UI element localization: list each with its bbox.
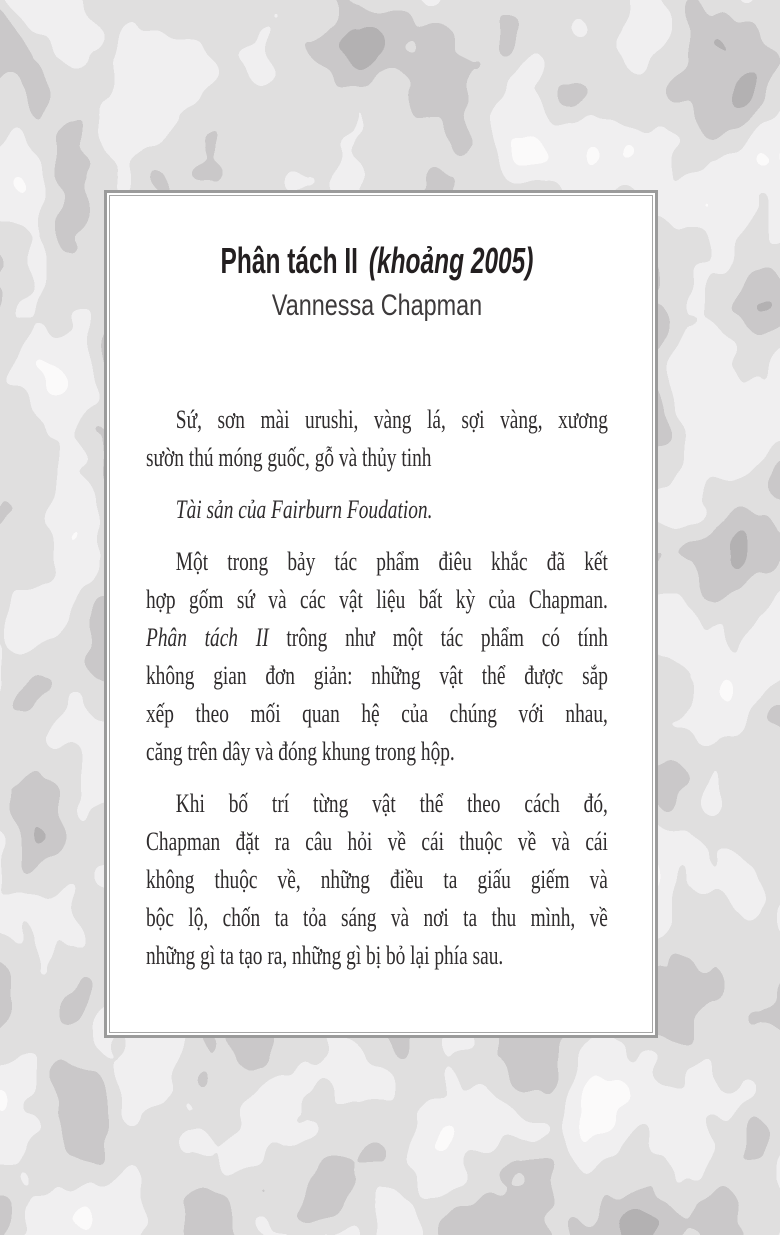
text-line: [146, 543, 608, 581]
paragraph: [146, 491, 608, 529]
text-line: [146, 823, 608, 861]
text-segment: không gian đơn giản: những vật thể được sắp: [146, 661, 608, 690]
text-segment: trông như một tác phẩm có tính: [268, 623, 608, 652]
text-segment: hợp gốm sứ và các vật liệu bất kỳ của Chapman.: [146, 585, 608, 614]
text-line: [146, 937, 608, 975]
panel-inner-border: [109, 195, 653, 1033]
italic-text-segment: Phân tách II: [146, 623, 269, 652]
text-line: [146, 619, 608, 657]
paragraph: [146, 785, 608, 975]
text-segment: sườn thú móng guốc, gỗ và thủy tinh: [146, 443, 432, 472]
artwork-title: [220, 240, 534, 282]
artwork-caption-panel: [104, 190, 658, 1038]
text-line: [146, 861, 608, 899]
text-segment: bộc lộ, chốn ta tỏa sáng và nơi ta thu mình, về: [146, 903, 608, 932]
text-line: [146, 581, 608, 619]
artist-name: Vannessa Chapman: [271, 289, 483, 322]
text-line: [146, 439, 608, 477]
artwork-title-name: Phân tách II: [220, 240, 358, 281]
text-segment: những gì ta tạo ra, những gì bị bỏ lại phía sau.: [146, 941, 504, 970]
text-segment: Khi bố trí từng vật thể theo cách đó,: [175, 789, 608, 818]
paragraph: [146, 543, 608, 771]
artwork-title-date: (khoảng 2005): [368, 240, 534, 281]
text-line: [146, 401, 608, 439]
paragraph: [146, 401, 608, 477]
text-segment: căng trên dây và đóng khung trong hộp.: [146, 737, 455, 766]
artwork-description: [146, 401, 608, 975]
text-segment: Một trong bảy tác phẩm điêu khắc đã kết: [175, 547, 608, 576]
text-line: [146, 733, 608, 771]
text-line: [146, 657, 608, 695]
text-line: [146, 491, 608, 529]
italic-text-segment: Tài sản của Fairburn Foudation.: [175, 495, 433, 524]
text-segment: Sứ, sơn mài urushi, vàng lá, sợi vàng, xương: [175, 405, 608, 434]
text-line: [146, 899, 608, 937]
text-line: [146, 785, 608, 823]
text-segment: không thuộc về, những điều ta giấu giếm và: [146, 865, 608, 894]
text-segment: Chapman đặt ra câu hỏi về cái thuộc về và cái: [146, 827, 608, 856]
text-line: [146, 695, 608, 733]
text-segment: xếp theo mối quan hệ của chúng với nhau,: [146, 699, 608, 728]
